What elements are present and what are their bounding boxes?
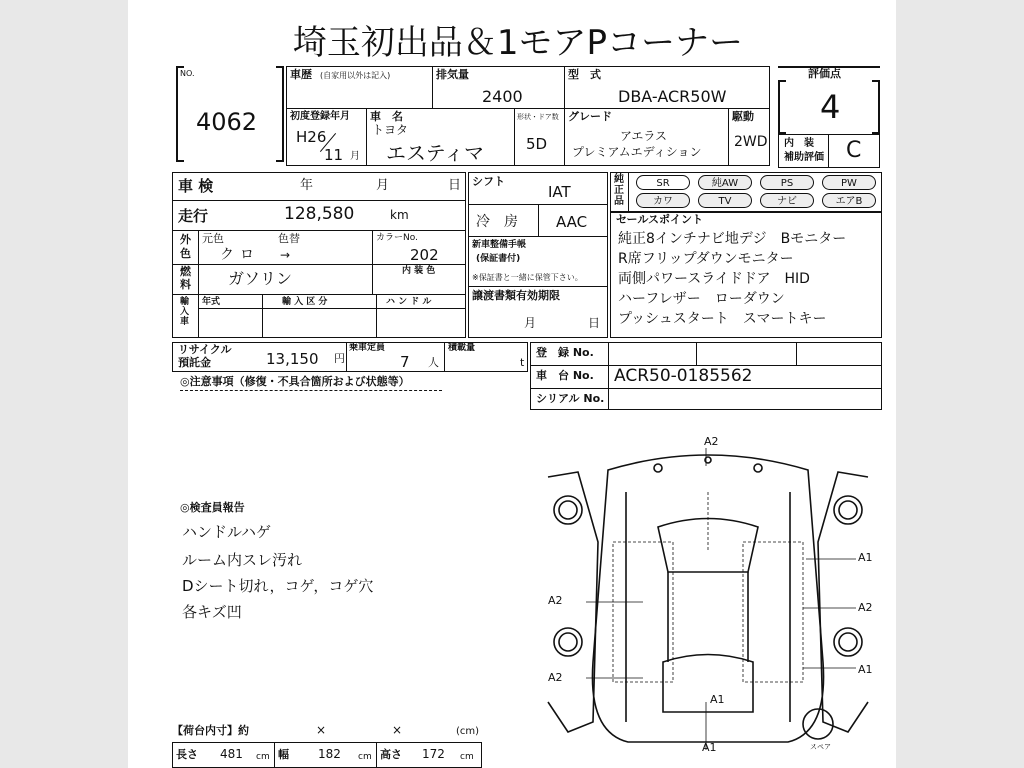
lot-number: 4062 — [196, 108, 258, 136]
color-side1: 外 — [180, 233, 191, 246]
import-year-label: 年式 — [202, 297, 221, 307]
model-code-value: DBA-ACR50W — [618, 87, 727, 106]
equipment-option: カワ — [636, 193, 690, 208]
shift-value: IAT — [548, 183, 571, 201]
equip-label2: 正 — [614, 185, 624, 196]
recycle-value: 13,150 — [266, 350, 319, 368]
mileage-value: 128,580 — [284, 204, 355, 224]
inspection-year: 年 — [300, 178, 314, 193]
cargo-height: 172 — [422, 747, 445, 761]
fuel-label2: 料 — [180, 278, 191, 291]
mileage-unit: km — [390, 208, 409, 222]
equipment-option: エアB — [822, 193, 876, 208]
damage-right3: A1 — [858, 663, 873, 676]
sales-points-label: セールスポイント — [616, 213, 704, 226]
cargo-label: 【荷台内寸】約 — [172, 724, 249, 737]
import-handle-label: ハ ン ド ル — [386, 297, 432, 307]
chassis-label: 車 台 No. — [536, 369, 594, 382]
inspector-line: ハンドルハゲ — [182, 523, 271, 541]
score-box — [778, 66, 880, 168]
history-note: (自家用以外は記入) — [320, 71, 391, 80]
equipment-option: TV — [698, 193, 752, 208]
notes-label: ◎注意事項（修復・不具合箇所および状態等） — [180, 375, 410, 388]
capacity-label: 乗車定員 — [349, 343, 386, 353]
cargo-length: 481 — [220, 747, 243, 761]
cargo-width: 182 — [318, 747, 341, 761]
car-maker: トヨタ — [372, 123, 409, 137]
lot-label: NO. — [180, 69, 195, 78]
drive-value: 2WD — [734, 134, 768, 150]
fuel-label1: 燃 — [180, 265, 191, 278]
equip-label1: 純 — [614, 174, 624, 185]
inspector-line: Dシート切れ，コゲ，コゲ穴 — [182, 577, 374, 595]
equipment-option: SR — [636, 175, 690, 190]
transfer-month: 月 — [524, 316, 537, 330]
manual-note: ※保証書と一緒に保管下さい。 — [472, 273, 583, 282]
capacity-value: 7 — [400, 353, 410, 371]
load-unit: t — [520, 356, 525, 369]
equipment-option: PW — [822, 175, 876, 190]
lot-box — [176, 66, 284, 162]
inspection-day: 日 — [448, 178, 462, 193]
chassis-value: ACR50-0185562 — [614, 366, 753, 386]
sales-point-line: R席フリップダウンモニター — [618, 251, 794, 267]
interior-score-label1: 内 装 — [784, 138, 814, 149]
cargo-length-unit: cm — [256, 752, 270, 762]
cargo-length-label: 長さ — [176, 748, 198, 761]
grade-line2: プレミアムエディション — [572, 145, 702, 159]
color-code-label: カラーNo. — [376, 233, 418, 243]
registration-label: 登 録 No. — [536, 346, 594, 359]
damage-bottom2: A1 — [702, 741, 717, 754]
grade-line1: アエラス — [620, 129, 668, 143]
mileage-label: 走行 — [178, 207, 209, 225]
cargo-height-label: 高さ — [380, 748, 402, 761]
damage-left2: A2 — [548, 671, 563, 684]
score-value: 4 — [820, 88, 841, 126]
interior-score-value: C — [846, 138, 862, 163]
auction-sheet — [128, 0, 896, 768]
shift-label: シフト — [472, 175, 505, 188]
color-arrow: → — [280, 248, 291, 262]
manual-label2: (保証書付) — [476, 254, 521, 264]
equipment-option: 純AW — [698, 175, 752, 190]
transfer-day: 日 — [588, 316, 601, 330]
damage-spare: スペア — [810, 743, 831, 751]
car-name-label: 車 名 — [370, 110, 403, 123]
first-reg-month-unit: 月 — [350, 151, 360, 162]
history-label: 車歴 — [290, 68, 312, 81]
first-reg-month: 11 — [324, 146, 344, 164]
inspector-label: ◎検査員報告 — [180, 501, 245, 514]
color-code: 202 — [410, 246, 439, 264]
model-code-label: 型 式 — [568, 68, 601, 81]
doors-label: 形状・ドア数 — [517, 113, 559, 121]
displacement-label: 排気量 — [436, 68, 469, 81]
equipment-option: ナビ — [760, 193, 814, 208]
sales-point-line: 両側パワースライドドア HID — [618, 271, 810, 287]
transfer-label: 譲渡書類有効期限 — [472, 289, 560, 302]
recycle-unit: 円 — [334, 352, 345, 365]
car-damage-diagram — [538, 432, 878, 766]
damage-top: A2 — [704, 435, 719, 448]
manual-label1: 新車整備手帳 — [472, 240, 527, 250]
serial-label: シリアル No. — [536, 392, 605, 405]
damage-right1: A1 — [858, 551, 873, 564]
damage-bottom1: A1 — [710, 693, 725, 706]
sales-point-line: プッシュスタート スマートキー — [618, 311, 827, 327]
page-title: 埼玉初出品＆1モアPコーナー — [292, 23, 744, 63]
capacity-unit: 人 — [428, 356, 439, 369]
load-label: 積載量 — [448, 343, 476, 353]
ac-value: AAC — [556, 213, 588, 231]
recycle-label2: 預託金 — [178, 356, 211, 369]
color-value: クロ — [220, 247, 260, 263]
grade-label: グレード — [568, 110, 612, 123]
cargo-x1: × — [316, 723, 327, 737]
fuel-value: ガソリン — [228, 269, 293, 288]
sales-point-line: ハーフレザー ローダウン — [618, 291, 785, 307]
cargo-height-unit: cm — [460, 752, 474, 762]
recycle-label1: リサイクル — [178, 343, 232, 356]
sales-point-line: 純正8インチナビ地デジ Bモニター — [618, 231, 847, 247]
inspector-line: ルーム内スレ汚れ — [182, 551, 303, 569]
car-name-value: エスティマ — [386, 141, 484, 165]
damage-left1: A2 — [548, 594, 563, 607]
first-reg-label: 初度登録年月 — [290, 111, 350, 122]
interior-score-label2: 補助評価 — [784, 152, 824, 163]
damage-right2: A2 — [858, 601, 873, 614]
doors-value: 5D — [526, 135, 548, 153]
import-label: 輸入車 — [180, 297, 190, 327]
interior-color-label: 内 装 色 — [402, 266, 436, 276]
cargo-width-unit: cm — [358, 752, 372, 762]
cargo-width-label: 幅 — [278, 748, 289, 761]
color-change-label: 色替 — [278, 232, 300, 245]
drive-label: 駆動 — [732, 110, 754, 123]
first-reg-year: H26 — [296, 128, 327, 146]
inspection-month: 月 — [376, 178, 390, 193]
score-label: 評価点 — [808, 67, 841, 80]
ac-label: 冷 房 — [476, 214, 518, 230]
import-type-label: 輸 入 区 分 — [282, 297, 328, 307]
cargo-unit-cm: (cm) — [456, 726, 480, 737]
displacement-value: 2400 — [482, 87, 523, 106]
color-orig-label: 元色 — [202, 232, 224, 245]
equipment-option: PS — [760, 175, 814, 190]
inspection-label: 車 検 — [178, 177, 214, 195]
inspector-line: 各キズ凹 — [182, 603, 242, 621]
cargo-x2: × — [392, 723, 403, 737]
color-side2: 色 — [180, 247, 191, 260]
equip-label3: 品 — [614, 196, 624, 207]
